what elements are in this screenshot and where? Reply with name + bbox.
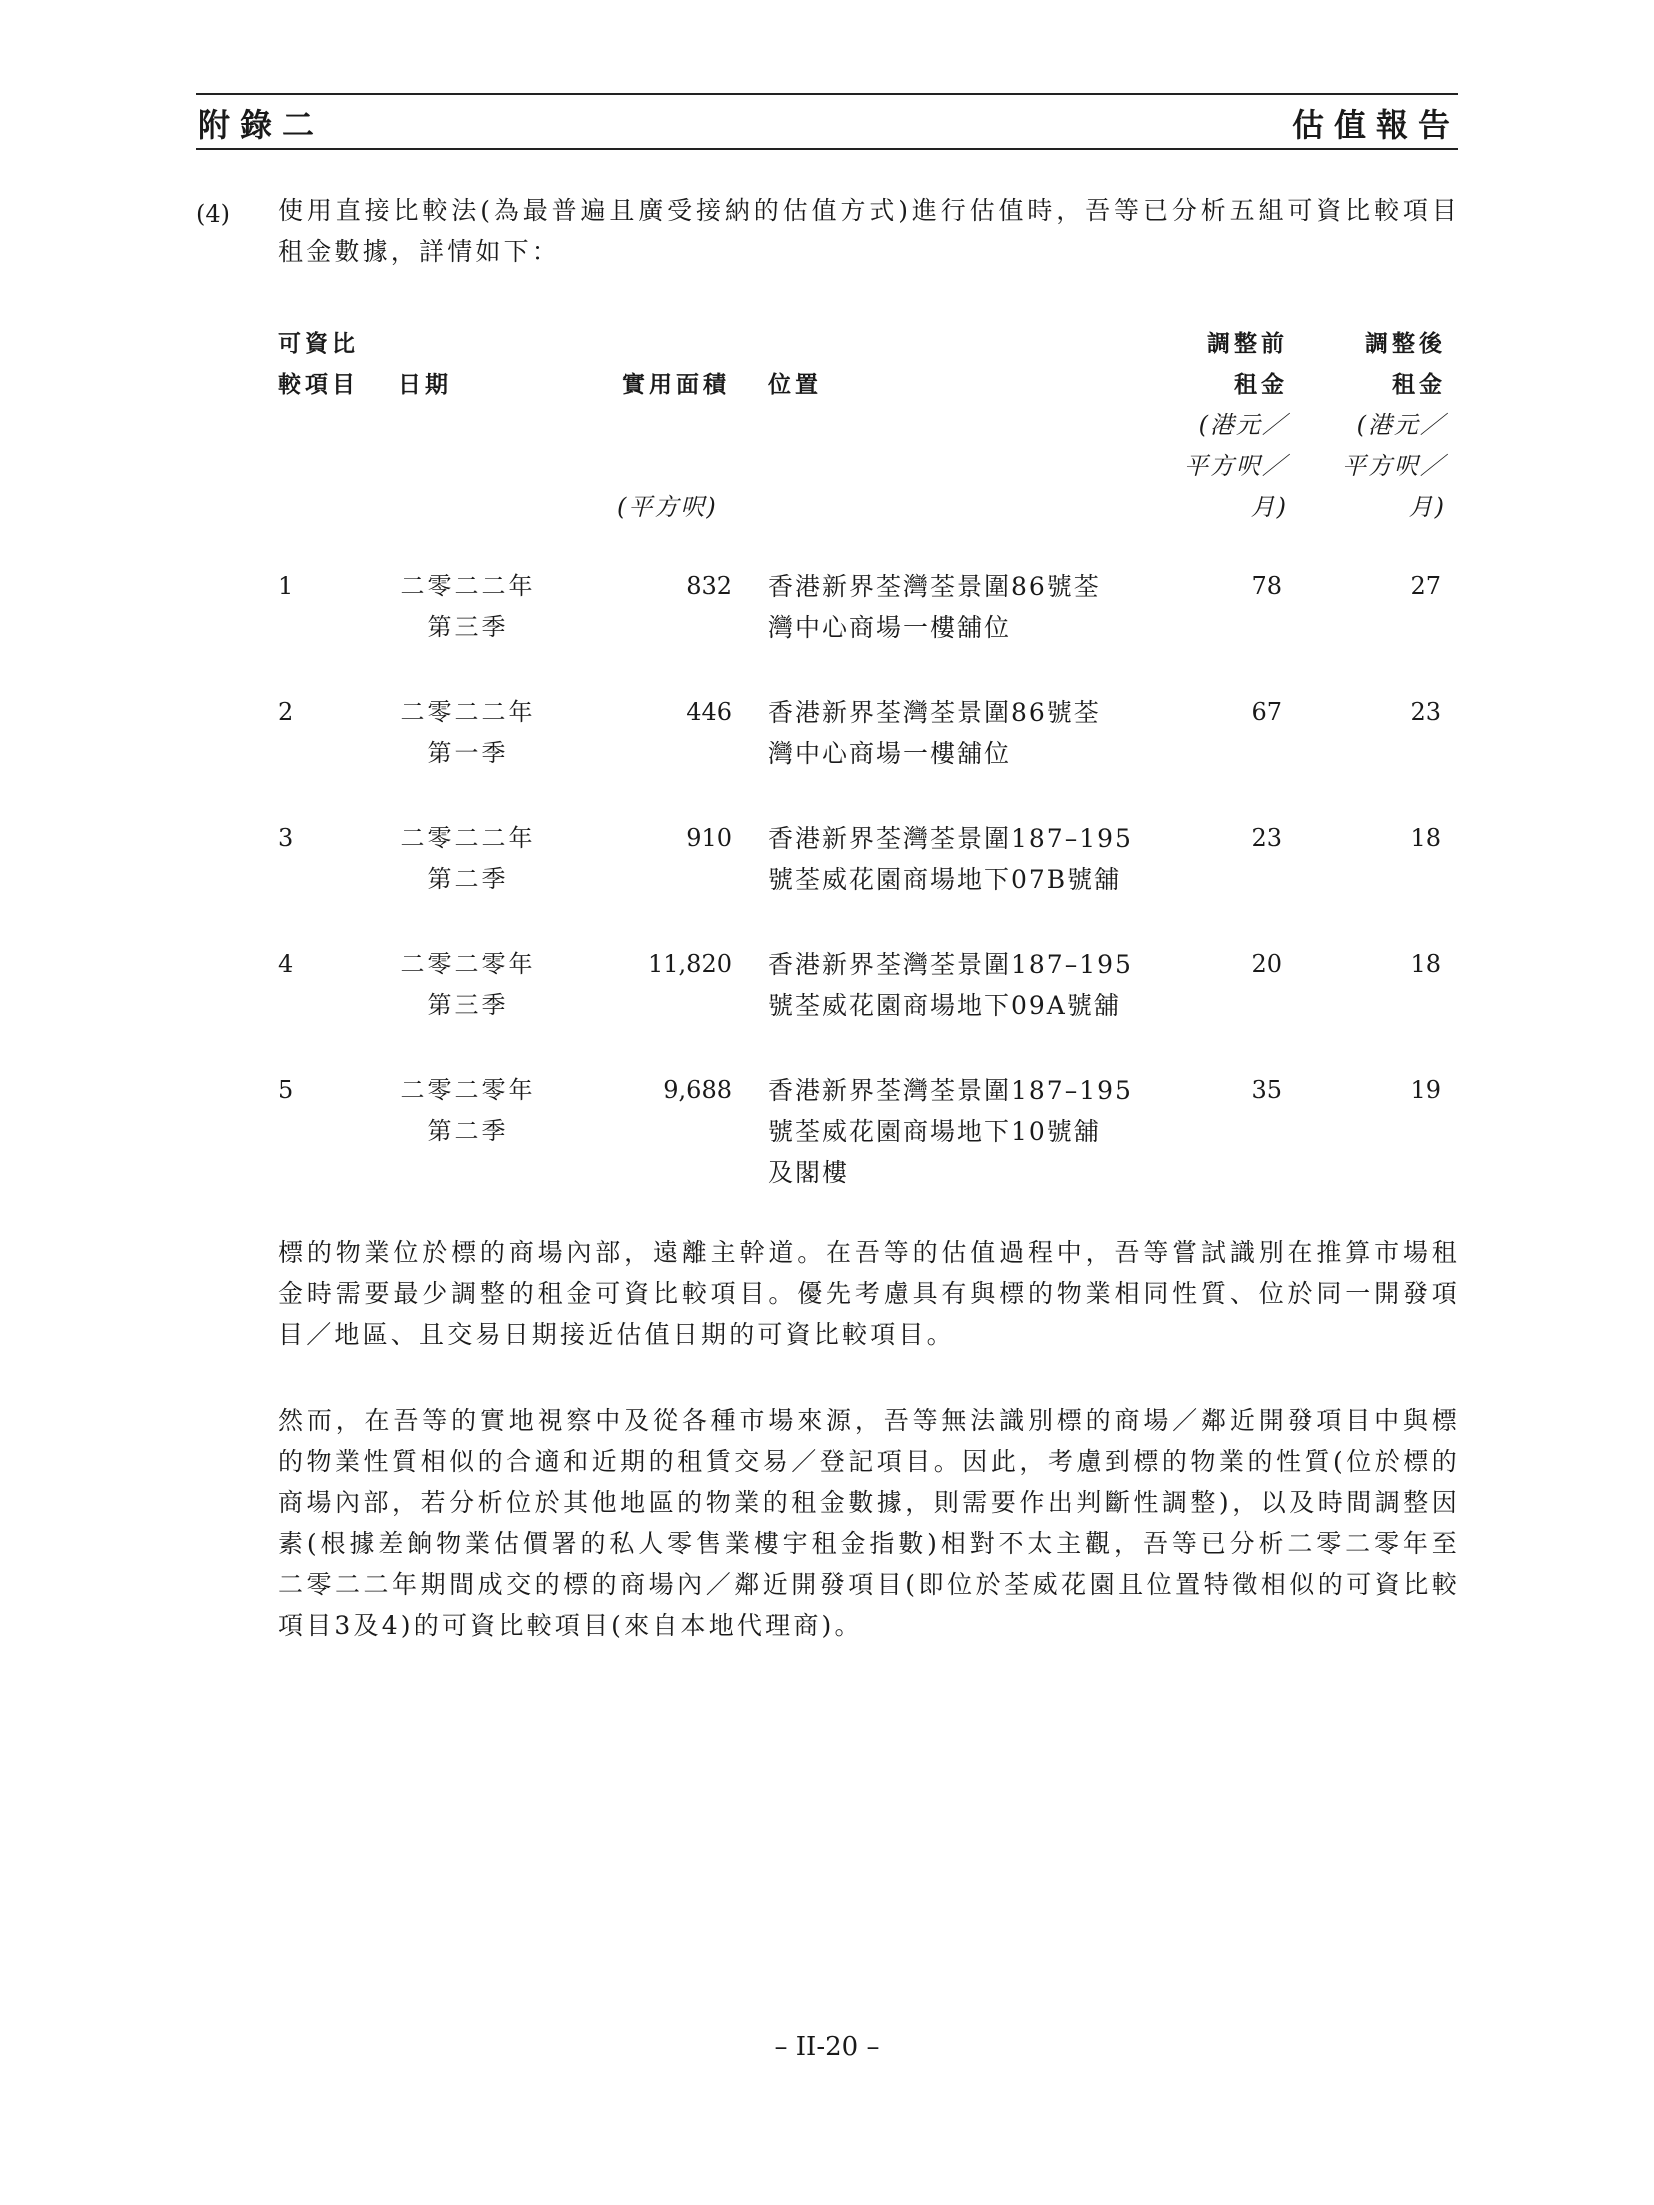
header-location: 位置 — [768, 372, 822, 398]
row-area: 446 — [686, 698, 732, 726]
row-date-quarter: 第三季 — [427, 991, 509, 1019]
row-date-year: 二零二二年 — [400, 698, 536, 726]
header-top-rule — [196, 93, 1458, 95]
report-title: 估值報告 — [1291, 106, 1460, 144]
row-area: 9,688 — [663, 1076, 732, 1104]
row-rent-before: 35 — [1251, 1076, 1282, 1104]
unit-rent-before-line2: 平方呎／ — [1184, 452, 1288, 480]
header-comparable-line1: 可資比 — [278, 331, 359, 357]
appendix-title: 附錄二 — [198, 106, 325, 144]
unit-area: (平方呎) — [617, 493, 718, 521]
row-date-year: 二零二二年 — [400, 824, 536, 852]
row-rent-before: 78 — [1251, 572, 1282, 600]
header-rent-before-line1: 調整前 — [1207, 331, 1288, 357]
row-location-line1: 香港新界荃灣荃景圍187–195 — [768, 1076, 1133, 1105]
row-area: 832 — [686, 572, 732, 600]
header-date: 日期 — [398, 372, 452, 398]
row-number: 5 — [278, 1076, 294, 1104]
row-location-line2: 灣中心商場一樓舖位 — [768, 739, 1012, 768]
row-location-line3: 及閣樓 — [768, 1158, 850, 1187]
row-location-line1: 香港新界荃灣荃景圍86號荃 — [768, 698, 1101, 727]
row-rent-before: 67 — [1251, 698, 1282, 726]
item-number: (4) — [196, 200, 230, 228]
header-rent-before-line2: 租金 — [1234, 372, 1288, 398]
row-date-year: 二零二零年 — [400, 950, 536, 978]
row-date-year: 二零二二年 — [400, 572, 536, 600]
row-rent-before: 23 — [1251, 824, 1282, 852]
header-rent-after-line1: 調整後 — [1365, 331, 1446, 357]
row-rent-after: 18 — [1410, 950, 1441, 978]
header-comparable-line2: 較項目 — [278, 372, 359, 398]
row-location-line2: 號荃威花園商場地下09A號舖 — [768, 991, 1121, 1020]
note-paragraph-2: 然而，在吾等的實地視察中及從各種市場來源，吾等無法識別標的商場／鄰近開發項目中與標的物業性質相似的合適和近期的租賃交易／登記項目。因此，考慮到標的物業的性質(位於標的商場內部，若分析位於其他地區的物業的租金數據，則需要作出判斷性調整)，以及時間調整因素(根據差餉物業估價署的私人零售業樓宇租金指數)相對不太主觀，吾等已分析二零二零年至二零二二年期間成交的標的商場內／鄰近開發項目(即位於荃威花園且位置特徵相似的可資比較項目3及4)的可資比較項目(來自本地代理商)。 — [278, 1406, 1460, 1640]
unit-rent-after-line1: (港元／ — [1356, 411, 1446, 439]
row-number: 2 — [278, 698, 294, 726]
row-number: 4 — [278, 950, 294, 978]
row-number: 3 — [278, 824, 294, 852]
header-rent-after-line2: 租金 — [1392, 372, 1446, 398]
unit-rent-after-line3: 月) — [1408, 493, 1446, 521]
row-date-quarter: 第二季 — [427, 865, 509, 893]
row-location-line1: 香港新界荃灣荃景圍187–195 — [768, 824, 1133, 853]
row-rent-after: 19 — [1410, 1076, 1441, 1104]
row-location-line1: 香港新界荃灣荃景圍187–195 — [768, 950, 1133, 979]
row-location-line1: 香港新界荃灣荃景圍86號荃 — [768, 572, 1101, 601]
row-rent-after: 18 — [1410, 824, 1441, 852]
row-date-quarter: 第一季 — [427, 739, 509, 767]
note-paragraph-1: 標的物業位於標的商場內部，遠離主幹道。在吾等的估值過程中，吾等嘗試識別在推算市場租金時需要最少調整的租金可資比較項目。優先考慮具有與標的物業相同性質、位於同一開發項目／地區、且交易日期接近估值日期的可資比較項目。 — [278, 1238, 1460, 1349]
row-date-quarter: 第三季 — [427, 613, 509, 641]
intro-paragraph: 使用直接比較法(為最普遍且廣受接納的估值方式)進行估值時，吾等已分析五組可資比較項目租金數據，詳情如下： — [278, 196, 1460, 266]
header-area: 實用面積 — [622, 372, 730, 398]
unit-rent-before-line3: 月) — [1250, 493, 1288, 521]
page-number: – II-20 – — [774, 2032, 880, 2062]
unit-rent-before-line1: (港元／ — [1198, 411, 1288, 439]
row-rent-after: 23 — [1410, 698, 1441, 726]
row-date-quarter: 第二季 — [427, 1117, 509, 1145]
row-area: 11,820 — [648, 950, 732, 978]
row-area: 910 — [686, 824, 732, 852]
header-bottom-rule — [196, 148, 1458, 150]
row-location-line2: 號荃威花園商場地下10號舖 — [768, 1117, 1101, 1146]
row-location-line2: 灣中心商場一樓舖位 — [768, 613, 1012, 642]
row-rent-before: 20 — [1251, 950, 1282, 978]
row-number: 1 — [278, 572, 294, 600]
row-location-line2: 號荃威花園商場地下07B號舖 — [768, 865, 1122, 894]
row-date-year: 二零二零年 — [400, 1076, 536, 1104]
row-rent-after: 27 — [1410, 572, 1441, 600]
unit-rent-after-line2: 平方呎／ — [1342, 452, 1446, 480]
